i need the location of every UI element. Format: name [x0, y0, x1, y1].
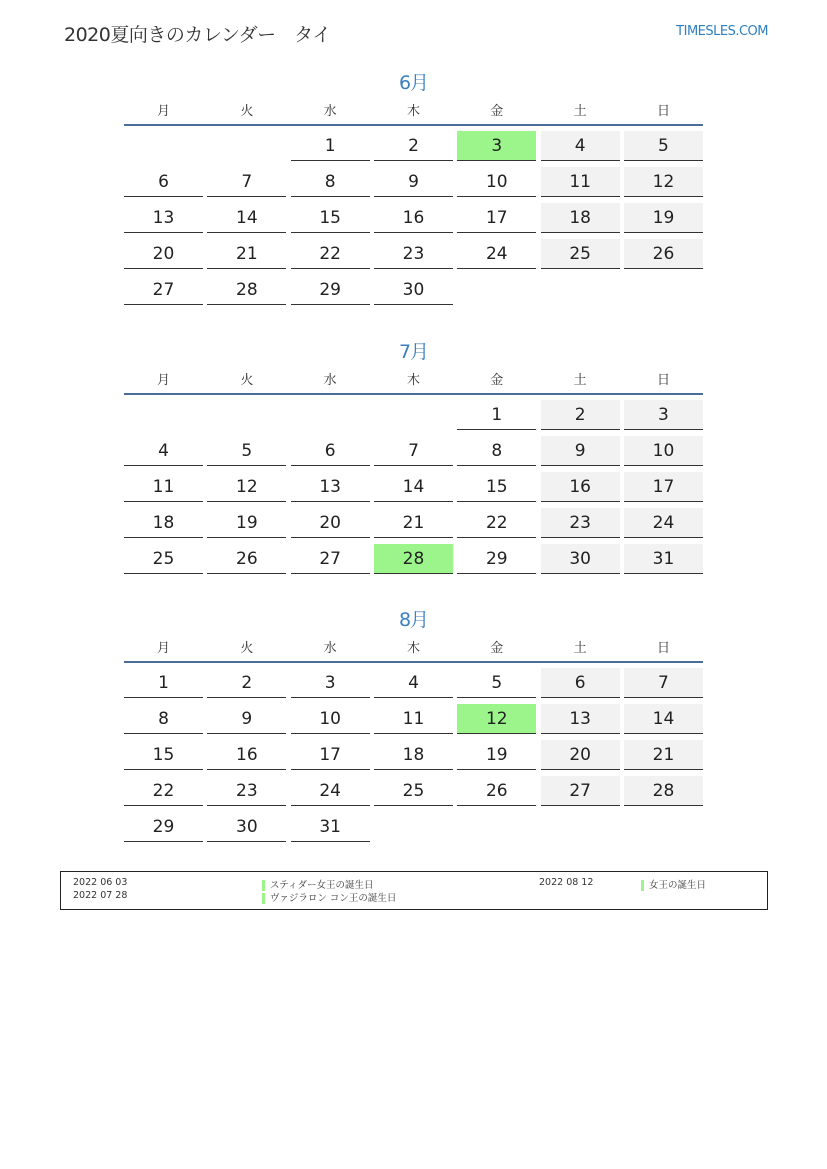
weekday-label: 土: [573, 641, 587, 656]
day-cell[interactable]: 3: [291, 668, 370, 698]
month-august: [124, 607, 703, 848]
day-cell[interactable]: 6: [291, 436, 370, 466]
day-cell[interactable]: 4: [374, 668, 453, 698]
empty-cell: [457, 812, 536, 842]
day-cell[interactable]: 3: [624, 400, 703, 430]
day-cell[interactable]: 31: [291, 812, 370, 842]
day-cell[interactable]: 18: [124, 508, 203, 538]
month-title: 7月: [398, 341, 429, 363]
day-cell[interactable]: 14: [374, 472, 453, 502]
month-june: [124, 70, 703, 311]
day-cell[interactable]: 16: [541, 472, 620, 502]
day-cell[interactable]: 23: [541, 508, 620, 538]
day-cell[interactable]: 9: [374, 167, 453, 197]
weekday-label: 日: [656, 641, 670, 656]
day-cell[interactable]: 28: [374, 544, 453, 574]
day-cell[interactable]: 30: [374, 275, 453, 305]
weekday-label: 金: [490, 104, 504, 119]
weekday-label: 月: [156, 104, 170, 119]
day-cell[interactable]: 11: [541, 167, 620, 197]
day-cell[interactable]: 14: [207, 203, 286, 233]
month-title: 6月: [398, 72, 429, 94]
note-date: 2022 07 28: [73, 890, 128, 901]
day-grid: [124, 400, 703, 580]
weekday-label: 金: [490, 373, 504, 388]
empty-cell: [541, 275, 620, 305]
day-cell[interactable]: 19: [457, 740, 536, 770]
day-cell[interactable]: 5: [624, 131, 703, 161]
day-cell[interactable]: 19: [207, 508, 286, 538]
day-cell[interactable]: 4: [541, 131, 620, 161]
empty-cell: [624, 275, 703, 305]
page-title: 2020夏向きのカレンダー タイ: [64, 24, 331, 46]
day-grid: [124, 668, 703, 848]
day-cell[interactable]: 14: [624, 704, 703, 734]
day-cell[interactable]: 20: [291, 508, 370, 538]
empty-cell: [291, 400, 370, 430]
day-cell[interactable]: 13: [291, 472, 370, 502]
holiday-notes: [60, 871, 768, 910]
day-cell[interactable]: 21: [374, 508, 453, 538]
day-cell[interactable]: 26: [624, 239, 703, 269]
day-cell[interactable]: 23: [207, 776, 286, 806]
day-cell[interactable]: 11: [374, 704, 453, 734]
day-cell[interactable]: 16: [374, 203, 453, 233]
day-cell[interactable]: 20: [541, 740, 620, 770]
day-cell[interactable]: 21: [207, 239, 286, 269]
day-cell[interactable]: 2: [207, 668, 286, 698]
empty-cell: [374, 812, 453, 842]
day-cell[interactable]: 1: [291, 131, 370, 161]
day-cell[interactable]: 1: [457, 400, 536, 430]
brand-link[interactable]: TIMESLES.COM: [676, 24, 768, 39]
day-cell[interactable]: 20: [124, 239, 203, 269]
day-cell[interactable]: 9: [207, 704, 286, 734]
day-cell[interactable]: 19: [624, 203, 703, 233]
day-cell[interactable]: 4: [124, 436, 203, 466]
day-cell[interactable]: 5: [207, 436, 286, 466]
empty-cell: [124, 400, 203, 430]
empty-cell: [457, 275, 536, 305]
weekday-label: 水: [323, 373, 337, 388]
weekday-label: 月: [156, 641, 170, 656]
day-cell[interactable]: 29: [457, 544, 536, 574]
day-cell[interactable]: 30: [207, 812, 286, 842]
day-cell[interactable]: 25: [124, 544, 203, 574]
day-cell[interactable]: 17: [291, 740, 370, 770]
weekday-label: 火: [240, 641, 254, 656]
day-cell[interactable]: 7: [624, 668, 703, 698]
day-cell[interactable]: 6: [541, 668, 620, 698]
day-cell[interactable]: 6: [124, 167, 203, 197]
day-cell[interactable]: 21: [624, 740, 703, 770]
day-cell[interactable]: 24: [624, 508, 703, 538]
weekday-label: 木: [406, 373, 420, 388]
day-cell[interactable]: 3: [457, 131, 536, 161]
day-cell[interactable]: 5: [457, 668, 536, 698]
day-cell[interactable]: 22: [291, 239, 370, 269]
day-cell[interactable]: 2: [541, 400, 620, 430]
day-cell[interactable]: 29: [291, 275, 370, 305]
weekday-header: [124, 369, 703, 395]
weekday-label: 金: [490, 641, 504, 656]
empty-cell: [624, 812, 703, 842]
day-cell[interactable]: 10: [291, 704, 370, 734]
day-cell[interactable]: 25: [374, 776, 453, 806]
day-cell[interactable]: 9: [541, 436, 620, 466]
empty-cell: [207, 131, 286, 161]
weekday-label: 土: [573, 104, 587, 119]
weekday-header: [124, 100, 703, 126]
day-cell[interactable]: 8: [124, 704, 203, 734]
day-cell[interactable]: 24: [457, 239, 536, 269]
note-name: スティダー女王の誕生日: [262, 880, 374, 891]
weekday-label: 木: [406, 641, 420, 656]
weekday-header: [124, 637, 703, 663]
day-cell[interactable]: 12: [207, 472, 286, 502]
weekday-label: 日: [656, 373, 670, 388]
day-cell[interactable]: 28: [624, 776, 703, 806]
day-cell[interactable]: 31: [624, 544, 703, 574]
weekday-label: 日: [656, 104, 670, 119]
day-cell[interactable]: 15: [124, 740, 203, 770]
day-cell[interactable]: 16: [207, 740, 286, 770]
month-july: [124, 339, 703, 580]
note-date: 2022 06 03: [73, 877, 128, 888]
day-cell[interactable]: 7: [207, 167, 286, 197]
day-cell[interactable]: 24: [291, 776, 370, 806]
note-name: ヴァジラロン コン王の誕生日: [262, 893, 396, 904]
day-cell[interactable]: 28: [207, 275, 286, 305]
weekday-label: 月: [156, 373, 170, 388]
day-cell[interactable]: 15: [457, 472, 536, 502]
day-cell[interactable]: 2: [374, 131, 453, 161]
day-cell[interactable]: 27: [291, 544, 370, 574]
day-cell[interactable]: 12: [457, 704, 536, 734]
empty-cell: [541, 812, 620, 842]
day-cell[interactable]: 26: [207, 544, 286, 574]
day-cell[interactable]: 7: [374, 436, 453, 466]
day-cell[interactable]: 18: [541, 203, 620, 233]
empty-cell: [124, 131, 203, 161]
day-cell[interactable]: 8: [457, 436, 536, 466]
day-cell[interactable]: 17: [624, 472, 703, 502]
day-cell[interactable]: 17: [457, 203, 536, 233]
weekday-label: 火: [240, 373, 254, 388]
day-cell[interactable]: 1: [124, 668, 203, 698]
weekday-label: 水: [323, 641, 337, 656]
day-cell[interactable]: 13: [541, 704, 620, 734]
weekday-label: 土: [573, 373, 587, 388]
day-cell[interactable]: 25: [541, 239, 620, 269]
day-cell[interactable]: 30: [541, 544, 620, 574]
day-cell[interactable]: 27: [124, 275, 203, 305]
day-cell[interactable]: 12: [624, 167, 703, 197]
day-grid: [124, 131, 703, 311]
weekday-label: 火: [240, 104, 254, 119]
day-cell[interactable]: 22: [457, 508, 536, 538]
day-cell[interactable]: 13: [124, 203, 203, 233]
empty-cell: [207, 400, 286, 430]
day-cell[interactable]: 11: [124, 472, 203, 502]
note-name: 女王の誕生日: [641, 880, 706, 891]
weekday-label: 木: [406, 104, 420, 119]
day-cell[interactable]: 22: [124, 776, 203, 806]
day-cell[interactable]: 18: [374, 740, 453, 770]
day-cell[interactable]: 23: [374, 239, 453, 269]
empty-cell: [374, 400, 453, 430]
weekday-label: 水: [323, 104, 337, 119]
month-title: 8月: [398, 609, 429, 631]
day-cell[interactable]: 10: [457, 167, 536, 197]
day-cell[interactable]: 27: [541, 776, 620, 806]
day-cell[interactable]: 26: [457, 776, 536, 806]
day-cell[interactable]: 15: [291, 203, 370, 233]
note-date: 2022 08 12: [539, 877, 594, 888]
day-cell[interactable]: 29: [124, 812, 203, 842]
day-cell[interactable]: 10: [624, 436, 703, 466]
day-cell[interactable]: 8: [291, 167, 370, 197]
